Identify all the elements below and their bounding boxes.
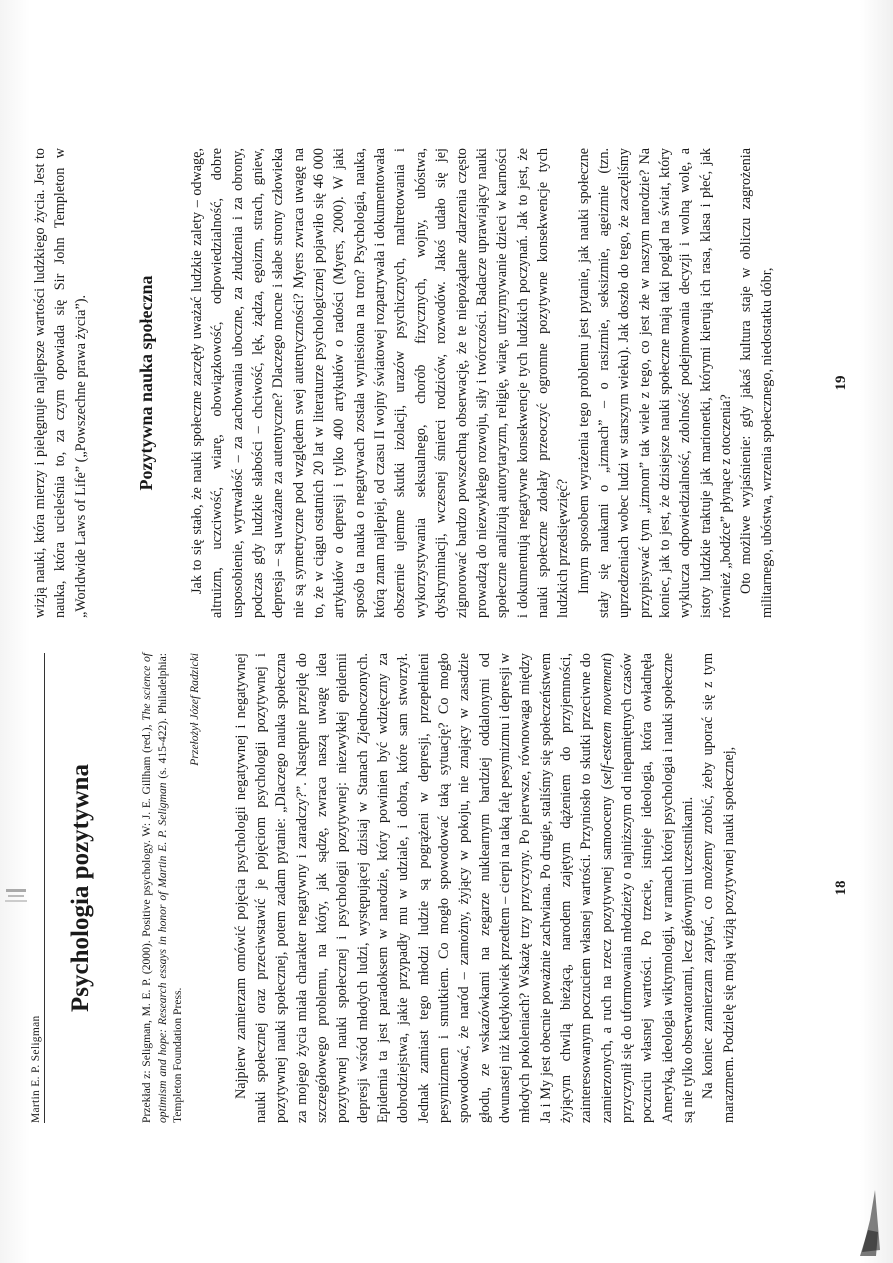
paragraph-intro-tail: ) przyczynił się do uformowania młodzieży o najniższym od niepamiętnych czasów poczuciu własnej wartości. Po trzecie, istnieje ideologia, która owładnęła Ameryką, ideologia wiktymologii, w ramach której psychologia i nauki społeczne są nie tylko obserwatorami, lecz głównymi uczestnikami. (598, 653, 697, 1123)
chapter-title: Psychologia pozytywna (67, 764, 94, 1012)
paragraph-conclusion: Na koniec zamierzam zapytać, co możemy zrobić, żeby uporać się z tym marazmem. Podzielę się moją wizją pozytywnej nauki społecznej, (700, 653, 737, 1123)
page-number-right: 19 (833, 375, 849, 391)
right-page (30, 148, 852, 618)
paragraph-intro-text: Najpierw zamierzam omówić pojęcia psychologii negatywnej i negatywnej nauki społecznej oraz przeciwstawić je pojęciom psychologii pozytywnej i pozytywnej nauki społecznej, potem zadam pytanie: „Dlaczego nauka społeczna za mojego życia miała charakter negatywny i zaradczy?”. Następnie przejdę do szczegółowego problemu, na który, jak sądzę, zwraca naszą uwagę idea pozytywnej nauki społecznej i psychologii pozytywnej: niezwykłej epidemii depresji wśród młodych ludzi, występującej dzisiaj w Stanach Zjednoczonych. Epidemia ta jest paradoksem w narodzie, który powinien być wdzięczny za dobrodziejstwa, jakie przypadły mu w udziale, i dobra, które sam stworzył. Jednak zamiast tego młodzi ludzie są pogrążeni w depresji, przepełnieni pesymizmem i smutkiem. Co mogło spowodować taką sytuację? Co mogło spowodować, że naród – zamożny, żyjący w pokoju, nie znający w zasadzie głodu, ze wskazówkami na zegarze nuklearnym bardziej oddalonymi od dwunastej niż kiedykolwiek przedtem – cierpi na taką falę pesymizmu i depresji w młodych pokoleniach? Wskażę trzy przyczyny. Po pierwsze, równowaga między Ja i My jest obecnie poważnie zachwiana. Po drugie, staliśmy się społeczeństwem żyjącym chwilą bieżącą, narodem zajętym dążeniem do przyjemności, zainteresowanym poczuciem własnej wartości. Przyniosło to skutki przeciwne do zamierzonych, a ruch na rzecz pozytywnej samooceny ( (232, 653, 615, 1123)
translator-credit: Przełożył Józef Radzicki (187, 653, 201, 766)
section-heading: Pozytywna nauka społeczna (136, 275, 157, 491)
source-prefix: Przekład z: Seligman, M. E. P. (2000). Positive psychology. W: J. E. Gillham (red.), (140, 724, 153, 1123)
paragraph-3: Oto możliwe wyjaśnienie: gdy jakaś kultura staje w obliczu zagrożenia militarnego, ubóstwa, wrzenia społecznego, niedostatku dóbr, (738, 148, 775, 618)
paragraph-2: Innym sposobem wyrażenia tego problemu jest pytanie, jak nauki społeczne stały się naukami o „izmach” – o rasizmie, seksizmie, ageizmie (tzn. uprzedzeniach wobec ludzi w starszym wieku). Jak doszło do tego, że zaczęliśmy przypisywać tym „izmom” tak wiele z tego, co jest złe w naszym narodzie? Na koniec, jak to jest, że dzisiejsze nauki społeczne mają taki pogląd na świat, który wyklucza odpowiedzialność, zdolność podejmowania decyzji i wolną wolę, a istoty ludzkie traktuje jak marionetki, którymi kierują ich rasa, klasa i płeć, jak również „bodźce” płynące z otoczenia? (575, 148, 734, 618)
paragraph-intro (231, 653, 699, 1123)
source-suffix: (s. 415-422). Philadelphia: Templeton Foundation Press. (155, 653, 184, 1123)
page-number-left: 18 (833, 880, 849, 896)
left-page (30, 653, 852, 1123)
source-book-title: The science of optimism and hope: Research essays in honor of Martin E. P. Seligman (140, 653, 169, 1123)
scan-artifact-left (4, 885, 30, 907)
running-header: Martin E. P. Seligman (30, 653, 45, 1123)
paragraph-intro-italic: self-esteem movement (598, 657, 615, 785)
paragraph-continuation: wizją nauki, która mierzy i pielęgnuje najlepsze wartości ludzkiego życia. Jest to nauka, która ucieleśnia to, za czym opowiada się Sir John Templeton w „Worldwide Laws of Life” („Powszechne prawa życia”). (32, 148, 89, 618)
scan-artifact-corner (850, 1180, 890, 1260)
paragraph-1: Jak to się stało, że nauki społeczne zaczęły uważać ludzkie zalety – odwagę, altruizm, uczciwość, wiarę, obowiązkowość, odpowiedzialność, dobre usposobienie, wytrwałość – za zachowania uboczne, za złudzenia i za obrony, podczas gdy ludzkie słabości – chciwość, lęk, żądza, egoizm, strach, gniew, depresja – są uważane za autentyczne? Dlaczego mocne i słabe strony człowieka nie są symetryczne pod względem swej autentyczności? Myers zwraca uwagę na to, że w ciągu ostatnich 20 lat w literaturze psychologicznej pojawiło się 46 000 artykułów o depresji i tylko 400 artykułów o radości (Myers, 2000). W jaki sposób ta nauka o negatywach została wyniesiona na tron? Psychologia, nauka, którą znam najlepiej, od czasu II wojny światowej rozpatrywała i dokumentowała obszernie ujemne skutki izolacji, urazów psychicznych, maltretowania i wykorzystywania seksualnego, chorób fizycznych, wojny, ubóstwa, dyskryminacji, wczesnej śmierci rodziców, rozwodów. Jakoś udało się jej zignorować bardzo powszechną obserwację, że te niepożądane zdarzenia często prowadzą do niezwykłego rozwoju, siły i twórczości. Badacze uprawiający nauki społeczne analizują autorytaryzm, religię, wiarę, utrzymywanie dzieci w karności i dokumentują negatywne konsekwencje tych ludzkich poczynań. Jak to jest, że nauki społeczne zdołały przeoczyć ogromne pozytywne konsekwencje tych ludzkich przedsięwzięć? (189, 148, 572, 618)
source-citation (139, 653, 186, 1123)
